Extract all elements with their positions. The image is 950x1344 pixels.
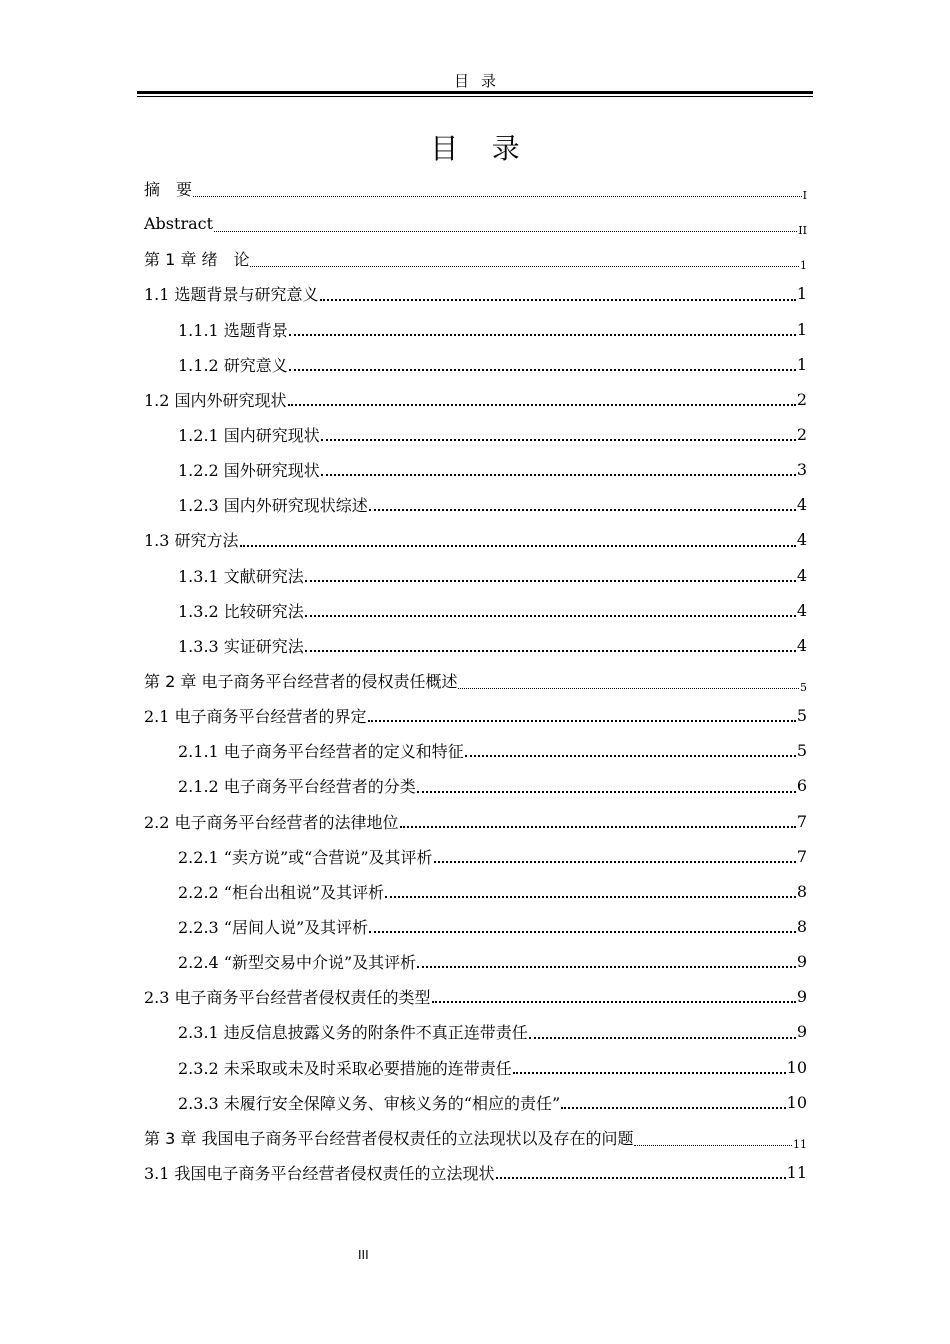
toc-entry[interactable] [144,768,807,803]
toc-entry[interactable] [144,417,807,452]
toc-dot-leader [561,1107,785,1109]
toc-entry-page: 3 [796,460,807,480]
toc-entry[interactable] [144,276,807,311]
toc-dot-leader [369,931,796,933]
toc-entry-label: 2.2 电子商务平台经营者的法律地位 [144,812,399,832]
toc-entry-page: 10 [786,1057,807,1077]
toc-dot-leader [400,826,796,828]
toc-dot-leader [634,1145,792,1146]
toc-entry-page: 1 [796,284,807,304]
toc-entry-label: 1.1.1 选题背景 [178,320,288,340]
toc-entry-label: 1.3 研究方法 [144,531,239,551]
toc-dot-leader [529,1037,796,1039]
toc-dot-leader [432,1001,796,1003]
toc-dot-leader [320,299,796,301]
toc-entry[interactable] [144,593,807,628]
toc-entry-page: 1 [796,354,807,374]
toc-entry-page: 1 [796,319,807,339]
toc-entry[interactable] [144,698,807,733]
toc-entry[interactable] [144,1120,807,1155]
toc-entry[interactable] [144,733,807,768]
toc-entry[interactable] [144,1155,807,1190]
toc-entry[interactable] [144,663,807,698]
toc-title: 目录 [430,132,554,165]
toc-dot-leader [434,861,796,863]
toc-entry-label: 1.2.3 国内外研究现状综述 [178,496,368,516]
toc-entry-page: 9 [796,1022,807,1042]
toc-entry[interactable] [144,347,807,382]
toc-entry-label: 2.1 电子商务平台经营者的界定 [144,707,367,727]
toc-entry-page: 4 [796,635,807,655]
toc-entry[interactable] [144,1014,807,1049]
toc-dot-leader [417,966,796,968]
toc-entry-page: 5 [800,681,807,695]
toc-entry-label: 2.2.3 “居间人说”及其评析 [178,918,369,938]
toc-entry-page: 4 [796,600,807,620]
toc-entry-page: 7 [796,846,807,866]
toc-entry[interactable] [144,874,807,909]
toc-entry-label: 2.2.1 “卖方说”或“合营说”及其评析 [178,847,433,867]
toc-entry[interactable] [144,558,807,593]
toc-dot-leader [321,474,796,476]
toc-entry-label: 2.1.1 电子商务平台经营者的定义和特征 [178,742,464,762]
toc-dot-leader [289,334,796,336]
toc-entry-label: 1.3.2 比较研究法 [178,601,304,621]
toc-dot-leader [465,755,796,757]
toc-entry[interactable] [144,944,807,979]
toc-entry[interactable] [144,452,807,487]
toc-entry-page: 1 [800,259,807,273]
toc-entry-page: 8 [796,917,807,937]
toc-entry-page: 7 [796,811,807,831]
toc-dot-leader [305,650,796,652]
toc-dot-leader [417,791,796,793]
toc-entry-page: 8 [796,881,807,901]
toc-entry[interactable] [144,241,807,276]
toc-entry-label: 2.2.4 “新型交易中介说”及其评析 [178,953,417,973]
toc-dot-leader [369,509,796,511]
header-rule-thick [137,91,813,94]
toc-entry[interactable] [144,171,807,206]
toc-entry-page: 10 [786,1092,807,1112]
toc-entry-label: 1.2.1 国内研究现状 [178,426,320,446]
toc-entry-label: 1.3.1 文献研究法 [178,566,304,586]
toc-entry-label: 1.1.2 研究意义 [178,355,288,375]
toc-dot-leader [368,720,796,722]
toc-dot-leader [496,1177,786,1179]
toc-dot-leader [513,1072,786,1074]
toc-dot-leader [288,404,796,406]
toc-dot-leader [193,196,802,197]
toc-dot-leader [305,580,796,582]
toc-entry-label: 摘 要 [144,180,193,200]
toc-entry[interactable] [144,487,807,522]
toc-entry-page: II [798,224,807,238]
toc-entry-page: 6 [796,776,807,796]
toc-entry-page: 2 [796,425,807,445]
toc-entry[interactable] [144,206,807,241]
toc-entry[interactable] [144,522,807,557]
toc-entry[interactable] [144,312,807,347]
toc-entry[interactable] [144,628,807,663]
toc-entry-label: 2.3.3 未履行安全保障义务、审核义务的“相应的责任” [178,1093,561,1113]
page-number: III [358,1248,369,1262]
toc-dot-leader [214,231,797,232]
toc-entry-label: 第 1 章 绪 论 [144,250,250,270]
toc-entry-label: 1.3.3 实证研究法 [178,636,304,656]
toc-dot-leader [458,688,799,689]
toc-entry-page: 9 [796,952,807,972]
toc-entry-label: 第 3 章 我国电子商务平台经营者侵权责任的立法现状以及存在的问题 [144,1128,634,1148]
toc-entry-label: 2.3.2 未采取或未及时采取必要措施的连带责任 [178,1058,512,1078]
toc-dot-leader [385,896,796,898]
toc-dot-leader [240,545,796,547]
header-rule-thin [137,96,813,97]
toc-dot-leader [289,369,796,371]
toc-entry-label: 2.2.2 “柜台出租说”及其评析 [178,882,385,902]
toc-entry-label: 2.3.1 违反信息披露义务的附条件不真正连带责任 [178,1023,528,1043]
toc-dot-leader [321,439,796,441]
running-header: 目录 [453,72,508,90]
toc-entry-page: 5 [796,706,807,726]
toc-entry-page: 11 [793,1137,807,1151]
toc-entry-label: 第 2 章 电子商务平台经营者的侵权责任概述 [144,672,458,692]
toc-entry-label: 1.2 国内外研究现状 [144,390,287,410]
toc-entry-page: 4 [796,530,807,550]
toc-entry[interactable] [144,804,807,839]
toc-entry[interactable] [144,1085,807,1120]
toc-entry-page: I [802,189,807,203]
toc-dot-leader [250,266,799,267]
toc-entry-label: Abstract [144,214,214,234]
toc-entry-label: 2.3 电子商务平台经营者侵权责任的类型 [144,988,431,1008]
table-of-contents [144,171,807,1190]
toc-entry-label: 3.1 我国电子商务平台经营者侵权责任的立法现状 [144,1164,495,1183]
toc-entry[interactable] [144,979,807,1014]
toc-entry[interactable] [144,839,807,874]
toc-entry[interactable] [144,909,807,944]
toc-dot-leader [305,615,796,617]
toc-entry[interactable] [144,1050,807,1085]
toc-entry-page: 11 [786,1163,807,1182]
toc-entry-page: 9 [796,987,807,1007]
toc-entry-label: 2.1.2 电子商务平台经营者的分类 [178,777,416,797]
toc-entry[interactable] [144,382,807,417]
toc-entry-page: 4 [796,495,807,515]
toc-entry-page: 5 [796,741,807,761]
toc-entry-page: 4 [796,565,807,585]
toc-entry-label: 1.1 选题背景与研究意义 [144,285,319,305]
toc-entry-label: 1.2.2 国外研究现状 [178,461,320,481]
toc-entry-page: 2 [796,389,807,409]
